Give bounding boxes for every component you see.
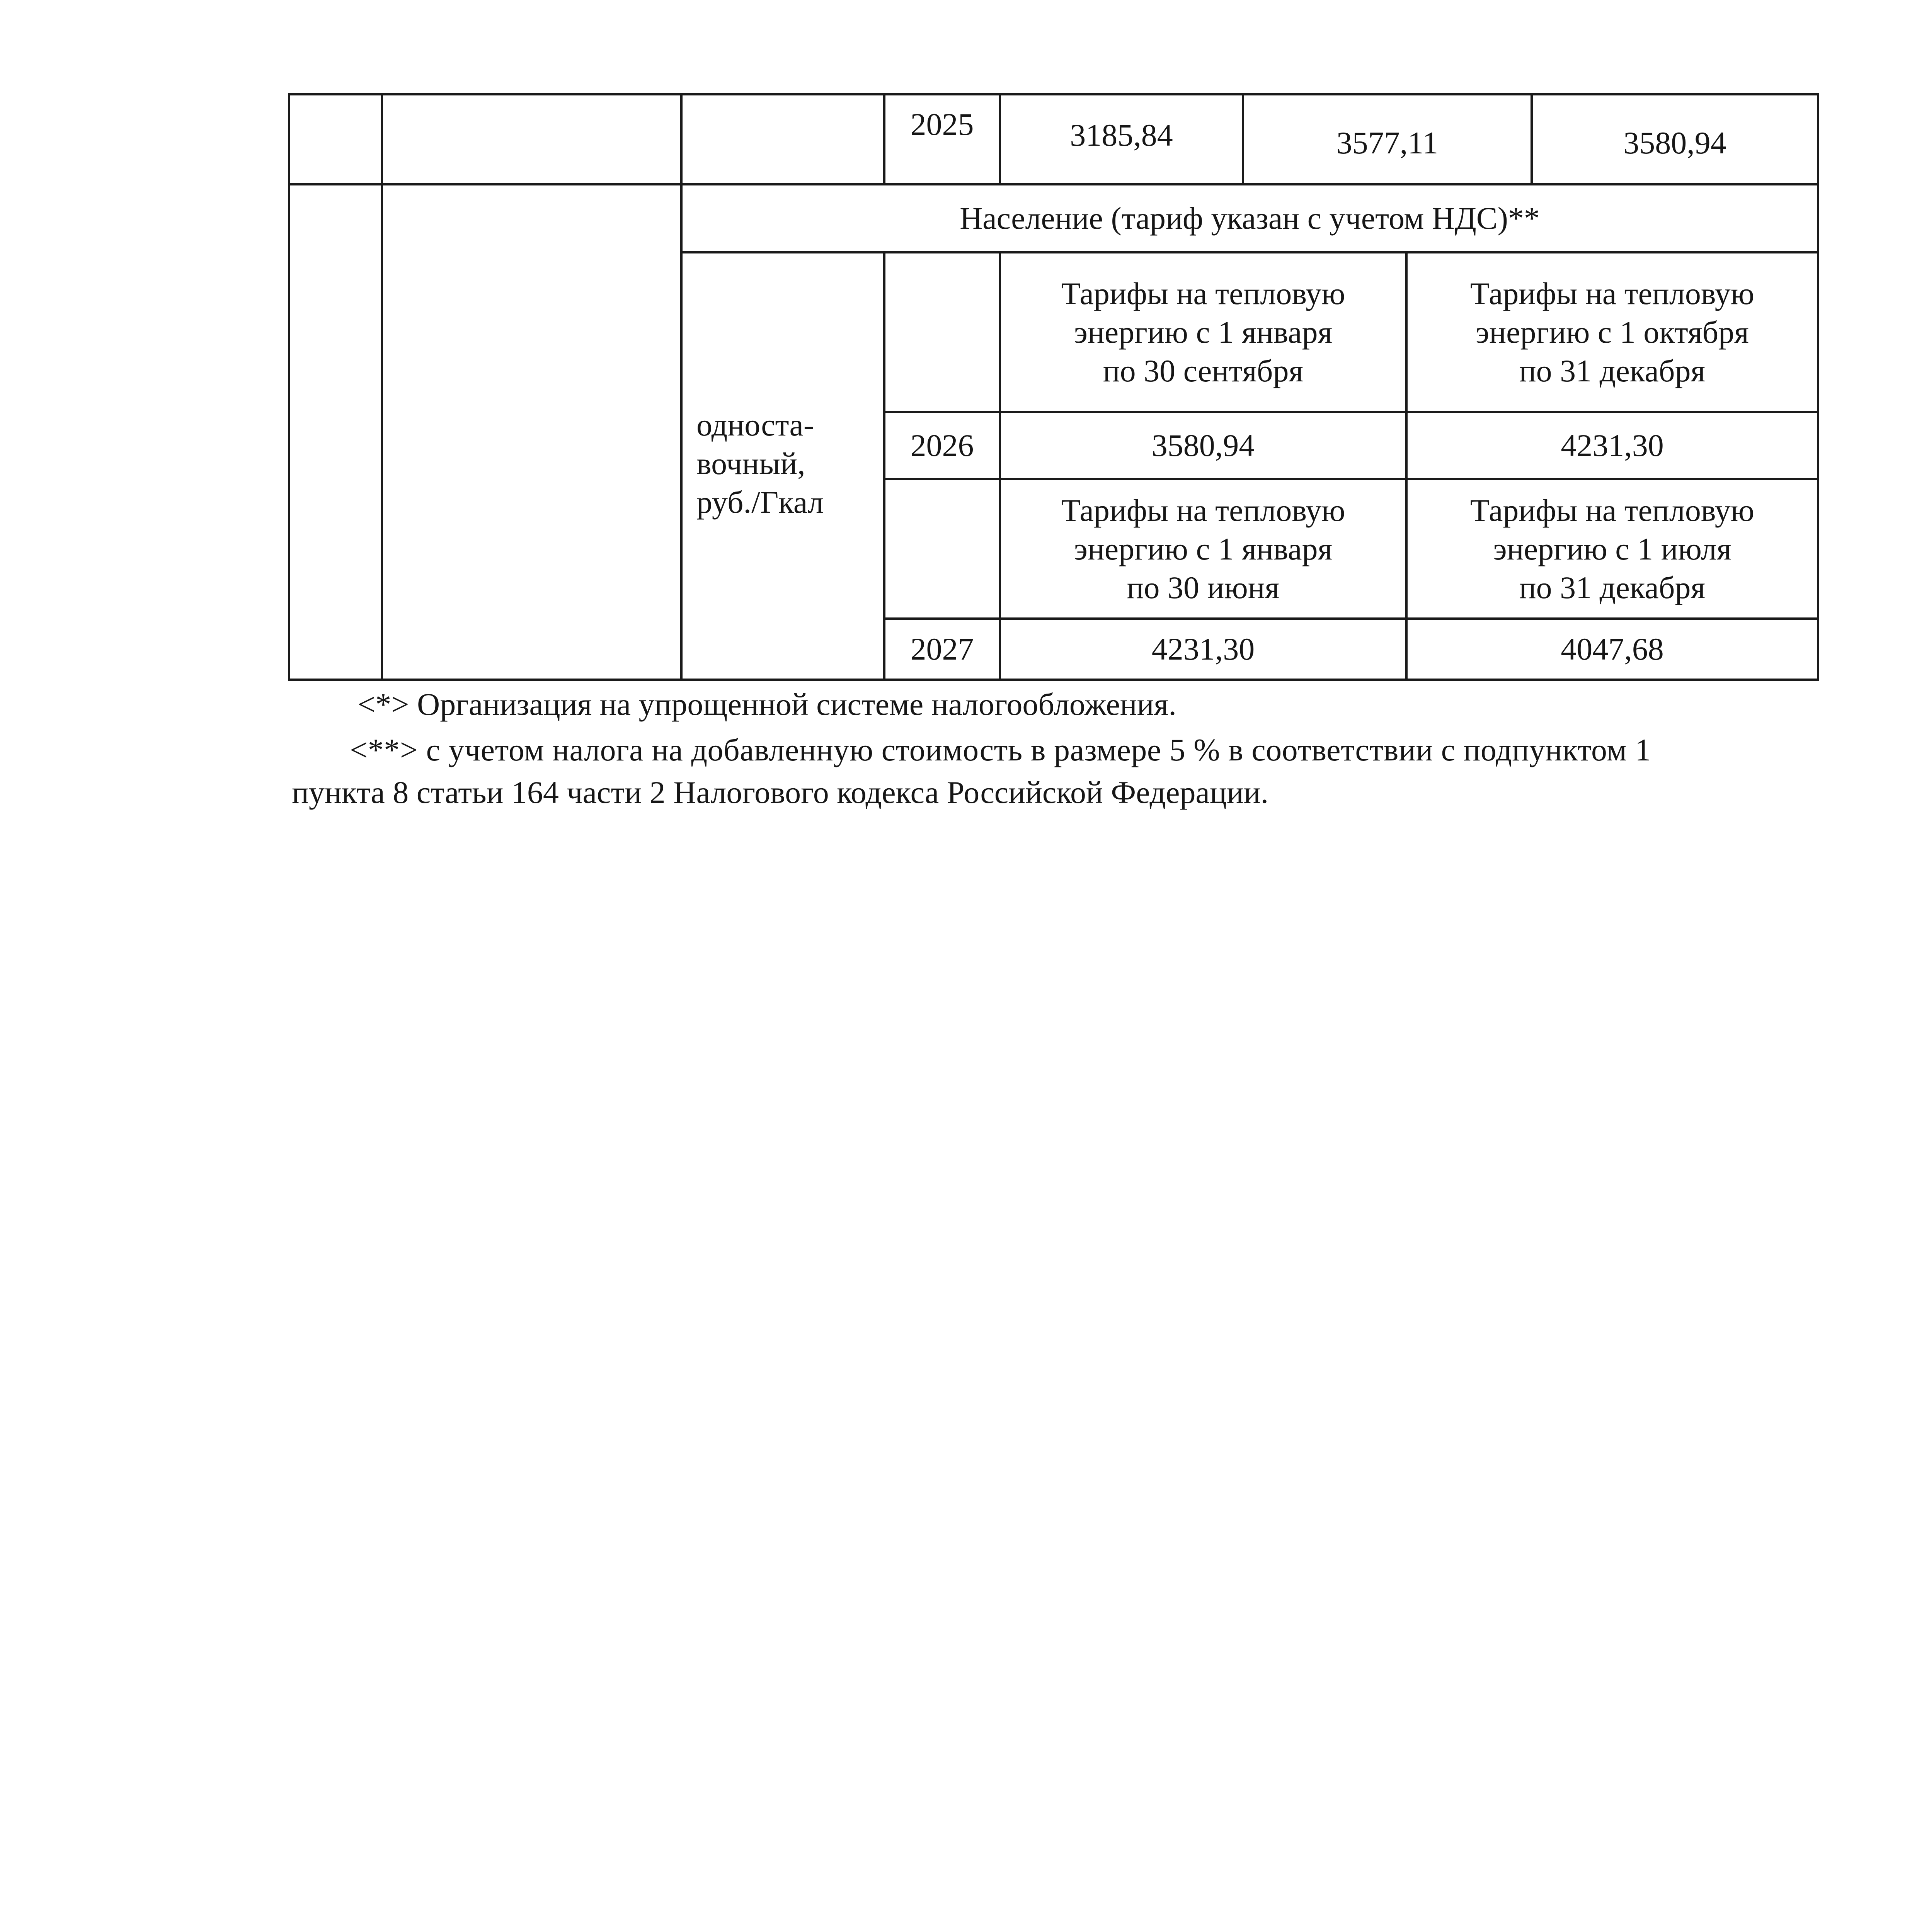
population-header: Население (тариф указан с учетом НДС)** [960, 201, 1540, 236]
period-header-cell: Тарифы на тепловую энергию с 1 июля по 31 декабря [1470, 492, 1755, 605]
period-header-cell: Тарифы на тепловую энергию с 1 октября по 31 декабря [1470, 276, 1755, 388]
footnote-2-line-2: пункта 8 статьи 164 части 2 Налогового кодекса Российской Федерации. [292, 775, 1269, 810]
tariff-value-cell: 3577,11 [1336, 125, 1439, 160]
table-column-divider [381, 93, 383, 681]
year-cell: 2025 [910, 107, 974, 142]
tariff-value-cell: 3580,94 [1623, 125, 1726, 160]
tariff-value-cell: 4047,68 [1561, 631, 1664, 667]
rate-type-label: односта- вочный, руб./Гкал [696, 407, 824, 520]
tariff-value-cell: 3185,84 [1070, 117, 1173, 153]
table-border-right [1817, 93, 1819, 681]
year-cell: 2027 [910, 631, 974, 667]
year-cell: 2026 [910, 428, 974, 463]
period-header-cell: Тарифы на тепловую энергию с 1 января по 30 июня [1061, 492, 1345, 605]
tariff-value-cell: 4231,30 [1561, 428, 1664, 463]
tariff-value-cell: 3580,94 [1151, 428, 1255, 463]
footnote-2-line-1: <**> с учетом налога на добавленную стоимость в размере 5 % в соответствии с подпунктом 1 [350, 732, 1651, 767]
period-header-cell: Тарифы на тепловую энергию с 1 января по 30 сентября [1061, 276, 1345, 388]
table-column-divider [680, 93, 683, 681]
table-border-bottom [288, 679, 1819, 681]
footnote-1: <*> Организация на упрощенной системе налогообложения. [358, 687, 1176, 722]
table-border-top [288, 93, 1819, 95]
tariff-value-cell: 4231,30 [1151, 631, 1255, 667]
table-border-left [288, 93, 290, 681]
